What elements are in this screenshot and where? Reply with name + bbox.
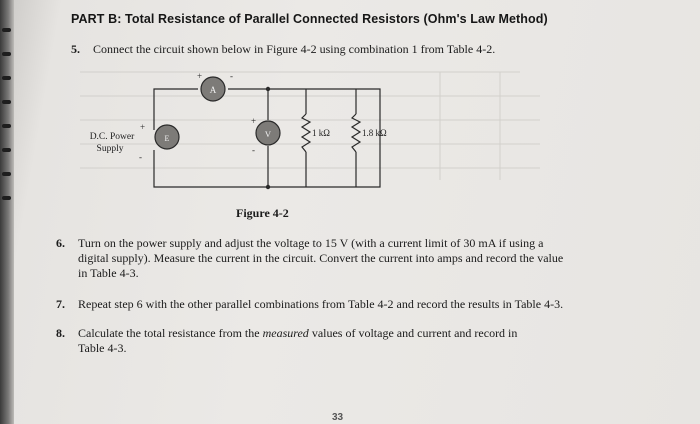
supply-label-line2: Supply — [96, 144, 124, 154]
step-8 — [56, 326, 656, 358]
step-text: Repeat step 6 with the other parallel combinations from Table 4-2 and record the results in Table 4-3. — [78, 297, 564, 311]
section-heading: PART B: Total Resistance of Parallel Connected Resistors (Ohm's Law Method) — [71, 12, 548, 26]
supply-label-line1: D.C. Power — [89, 132, 135, 142]
step-text: Connect the circuit shown below in Figure 4-2 using combination 1 from Table 4-2. — [93, 42, 496, 56]
step-number: 6. — [56, 236, 65, 250]
ammeter-minus: - — [230, 71, 233, 81]
figure-caption: Figure 4-2 — [236, 206, 289, 220]
supply-minus: - — [139, 152, 142, 162]
step-text-line1: Turn on the power supply and adjust the voltage to 15 V (with a current limit of 30 mA if using a — [78, 236, 544, 250]
step-text-line3: in Table 4-3. — [78, 266, 139, 280]
step-number: 5. — [71, 42, 80, 56]
step-6 — [56, 236, 656, 284]
ammeter-plus: + — [197, 71, 203, 81]
voltmeter-symbol: V — [264, 129, 272, 139]
junction-dot-bottom — [266, 185, 270, 189]
voltmeter-plus: + — [251, 116, 257, 126]
resistor-1-label: 1 kΩ — [312, 128, 330, 138]
resistor-2-label: 1.8 kΩ — [362, 128, 387, 138]
step-text-line2: digital supply). Measure the current in the circuit. Convert the current into amps and record the value — [78, 251, 564, 265]
step-7 — [56, 297, 676, 313]
ammeter-symbol: A — [209, 85, 217, 95]
page-number: 33 — [332, 412, 344, 423]
step-number: 8. — [56, 326, 65, 340]
supply-symbol: E — [164, 134, 170, 143]
faint-table-ghost — [80, 72, 540, 180]
step-number: 7. — [56, 297, 65, 311]
step-text-line1: Calculate the total resistance from the measured values of voltage and current and record in — [78, 326, 518, 340]
voltmeter-minus: - — [252, 145, 255, 155]
step-text-line2: Table 4-3. — [78, 341, 127, 355]
junction-dot-top — [266, 87, 270, 91]
supply-plus: + — [140, 122, 146, 132]
